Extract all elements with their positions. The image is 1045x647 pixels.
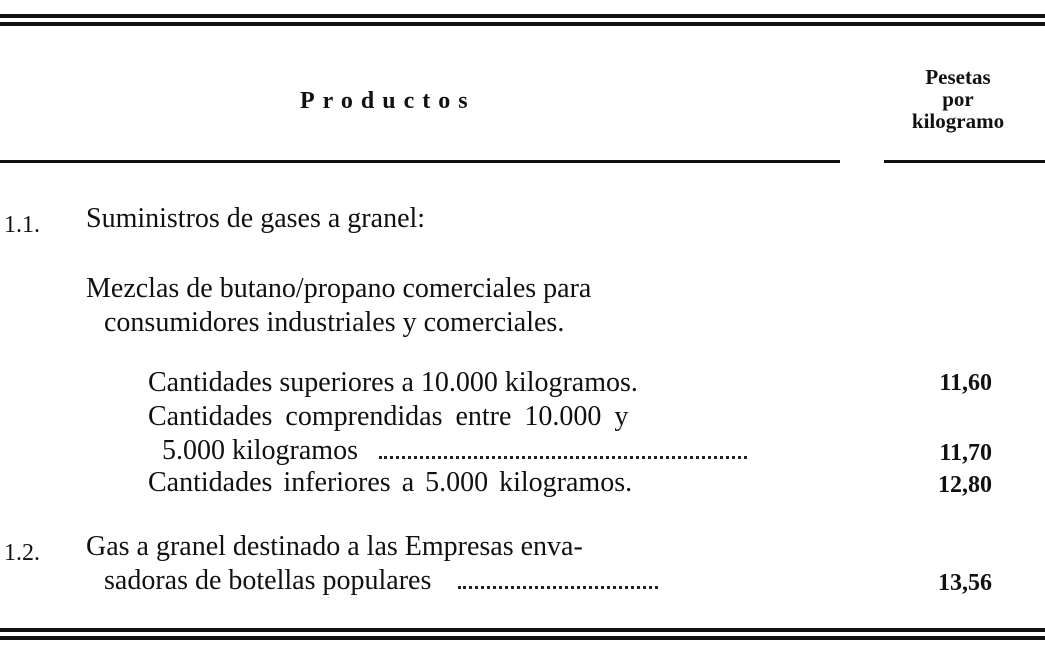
section-title: Suministros de gases a granel: <box>86 203 426 234</box>
section-number: 1.2. <box>4 540 40 566</box>
item-label: Cantidades superiores a 10.000 kilogramos. <box>148 367 638 398</box>
top-double-rule-lower <box>0 22 1045 26</box>
unit-line-3: kilogramo <box>911 109 1005 133</box>
header-rule-products <box>0 160 840 163</box>
section-title-line-1: Gas a granel destinado a las Empresas enva- <box>86 531 583 562</box>
unit-line-1: Pesetas <box>925 65 991 89</box>
section-title-text: sadoras de botellas populares <box>104 565 432 596</box>
item-price: 12,80 <box>938 472 992 498</box>
section-price: 13,56 <box>938 570 992 596</box>
unit-line-2: por <box>942 87 974 111</box>
dot-leader <box>379 442 747 459</box>
top-double-rule-upper <box>0 14 1045 18</box>
column-header-products: Productos <box>300 88 476 114</box>
column-header-unit <box>882 66 1034 132</box>
bottom-double-rule-lower <box>0 636 1045 640</box>
bottom-double-rule-upper <box>0 628 1045 632</box>
subsection-title-line-1: Mezclas de butano/propano comerciales para <box>86 273 592 304</box>
section-title-line-2 <box>104 564 658 598</box>
section-number: 1.1. <box>4 212 40 238</box>
subsection-title-line-2: consumidores industriales y comerciales. <box>104 307 565 338</box>
item-label-line-1: Cantidades comprendidas entre 10.000 y <box>148 401 629 432</box>
header-rule-unit <box>884 160 1045 163</box>
dot-leader <box>458 572 658 589</box>
item-label-text: 5.000 kilogramos <box>162 435 358 466</box>
item-price: 11,70 <box>939 440 992 466</box>
item-price: 11,60 <box>939 370 992 396</box>
item-label-line-2 <box>162 434 747 468</box>
item-label: Cantidades inferiores a 5.000 kilogramos. <box>148 467 633 498</box>
